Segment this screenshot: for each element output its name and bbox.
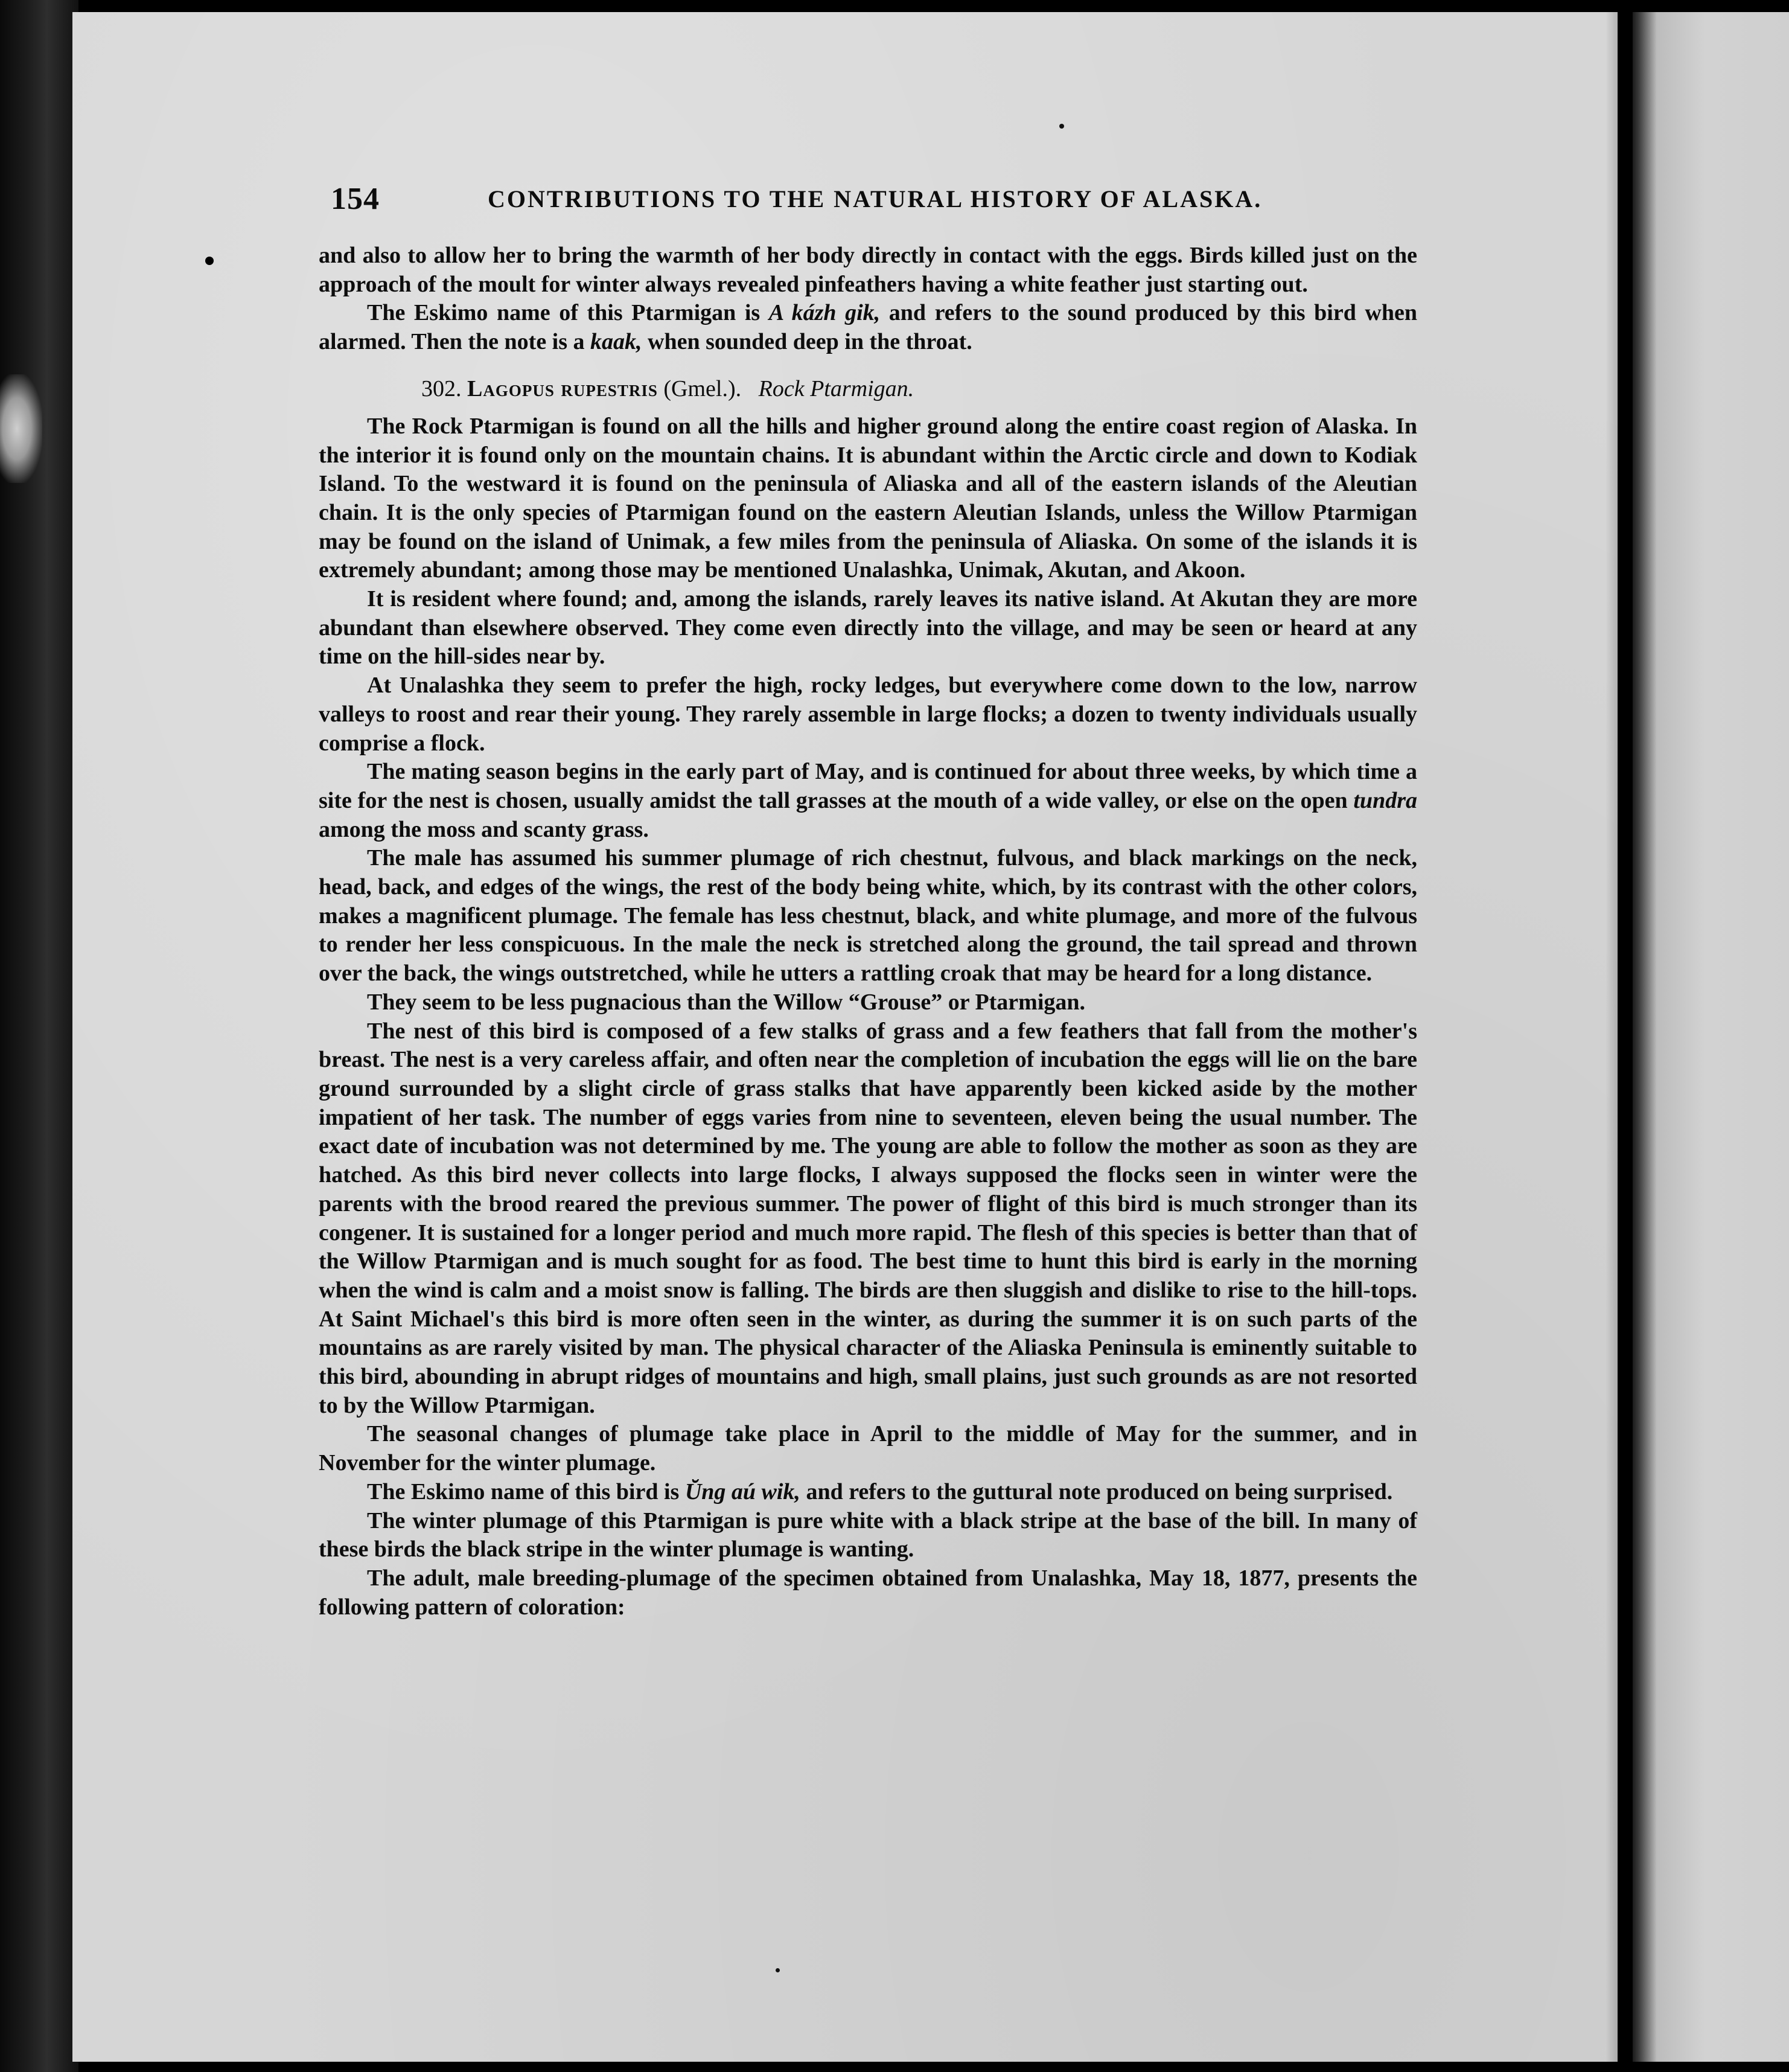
eskimo-name: A kázh gik, <box>768 300 881 326</box>
text-run: when sounded deep in the throat. <box>642 329 972 355</box>
species-heading <box>319 374 1417 404</box>
page-number: 154 <box>331 182 380 216</box>
paragraph-habitat: At Unalashka they seem to prefer the high, rocky ledges, but everywhere come down to the low, narrow valleys to roost and rear their young. They rarely assemble in large flocks; a dozen to twenty individuals usually comprise a flock. <box>319 673 1417 756</box>
paragraph-residence: It is resident where found; and, among the islands, rarely leaves its native island. At Akutan they are more abundant than elsewhere observed. They come even directly into the village, and may be seen or heard at any time on the hill-sides near by. <box>319 586 1417 670</box>
text-run: The Eskimo name of this bird is <box>367 1479 685 1504</box>
paragraph-nesting: The nest of this bird is composed of a few stalks of grass and a few feathers that fall from the mother's breast. The nest is a very careless affair, and often near the completion of incubation the eggs will lie on the bare ground surrounded by a slight circle of grass stalks that have apparently been kicked aside by the mother impatient of her task. The number of eggs varies from nine to seventeen, eleven being the usual number. The exact date of incubation was not determined by me. The young are able to follow the mother as soon as they are hatched. As this bird never collects into large flocks, I always supposed the flocks seen in winter were the parents with the brood reared the previous summer. The power of flight of this bird is much stronger than its congener. It is sustained for a longer period and much more rapid. The flesh of this species is better than that of the Willow Ptarmigan and is much sought for as food. The best time to hunt this bird is early in the morning when the wind is calm and a moist snow is falling. The birds are then sluggish and dislike to rise to the hill-tops. At Saint Michael's this bird is more often seen in the winter, as during the summer it is on such parts of the mountains as are rarely visited by man. The physical character of the Aliaska Peninsula is eminently suitable to this bird, abounding in abrupt ridges of mountains and high, small plains, just such grounds as are not resorted to by the Willow Ptarmigan. <box>319 1018 1417 1418</box>
species-number: 302. <box>421 376 462 401</box>
italic-term: tundra <box>1353 787 1417 813</box>
species-common-name: Rock Ptarmigan. <box>758 376 914 401</box>
text-run: The mating season begins in the early part of May, and is continued for about three weeks, by which time a site for the nest is chosen, usually amidst the tall grasses at the mouth of a wide valley, or else on the open <box>319 759 1417 813</box>
ink-speck <box>776 1968 780 1972</box>
paragraph-winter-plumage: The winter plumage of this Ptarmigan is pure white with a black stripe at the base of the bill. In many of these birds the black stripe in the winter plumage is wanting. <box>319 1508 1417 1562</box>
paragraph-eskimo-name-rock <box>319 1478 1417 1507</box>
text-run: The Eskimo name of this Ptarmigan is <box>367 300 769 326</box>
text-run: among the moss and scanty grass. <box>319 816 649 842</box>
paragraph-eskimo-name-willow <box>319 299 1417 356</box>
paragraph-temperament: They seem to be less pugnacious than the Willow “Grouse” or Ptarmigan. <box>367 989 1086 1015</box>
paper-tear-mark <box>0 374 42 483</box>
eskimo-name: Ŭng aú wik, <box>684 1479 800 1504</box>
page-text-block <box>319 181 1417 1622</box>
paragraph-specimen: The adult, male breeding-plumage of the specimen obtained from Unalashka, May 18, 1877, presents the following pattern of coloration: <box>319 1565 1417 1620</box>
call-note: kaak, <box>590 329 642 355</box>
paragraph-mating <box>319 758 1417 844</box>
paragraph-male-plumage: The male has assumed his summer plumage of rich chestnut, fulvous, and black markings on the neck, head, back, and edges of the wings, the rest of the body being white, which, by its contrast with the other colors, makes a magnificent plumage. The female has less chestnut, black, and white plumage, and more of the fulvous to render her less conspicuous. In the male the neck is stretched along the ground, the tail spread and thrown over the back, the wings outstretched, while he utters a rattling croak that may be heard for a long distance. <box>319 845 1417 986</box>
adjacent-page-edge <box>1633 12 1789 2062</box>
running-head <box>319 181 1417 229</box>
text-run: and refers to the guttural note produced on being surprised. <box>800 1479 1393 1504</box>
book-binding-edge <box>0 0 78 2072</box>
ink-speck <box>1059 124 1064 129</box>
paragraph-continued: and also to allow her to bring the warmth of her body directly in contact with the eggs. Birds killed just on the approach of the moult for winter always revealed pinfeathers having a white feather just starting out. <box>319 243 1417 297</box>
species-authority: (Gmel.). <box>663 376 742 401</box>
paragraph-seasonal-changes: The seasonal changes of plumage take place in April to the middle of May for the summer, and in November for the winter plumage. <box>319 1421 1417 1476</box>
running-title: CONTRIBUTIONS TO THE NATURAL HISTORY OF ALASKA. <box>488 185 1263 213</box>
species-scientific-name: Lagopus rupestris <box>467 376 658 401</box>
text-run: and refers to the sound produced by this bird when alarmed. Then the note is a <box>319 300 1417 355</box>
margin-ink-dot <box>205 257 214 265</box>
paragraph-distribution: The Rock Ptarmigan is found on all the hills and higher ground along the entire coast region of Alaska. In the interior it is found only on the mountain chains. It is abundant within the Arctic circle and down to Kodiak Island. To the westward it is found on the peninsula of Aliaska and all of the eastern islands of the Aleutian chain. It is the only species of Ptarmigan found on the eastern Aleutian Islands, unless the Willow Ptarmigan may be found on the island of Unimak, a few miles from the peninsula of Aliaska. On some of the islands it is extremely abundant; among those may be mentioned Unalashka, Unimak, Akutan, and Akoon. <box>319 413 1417 583</box>
